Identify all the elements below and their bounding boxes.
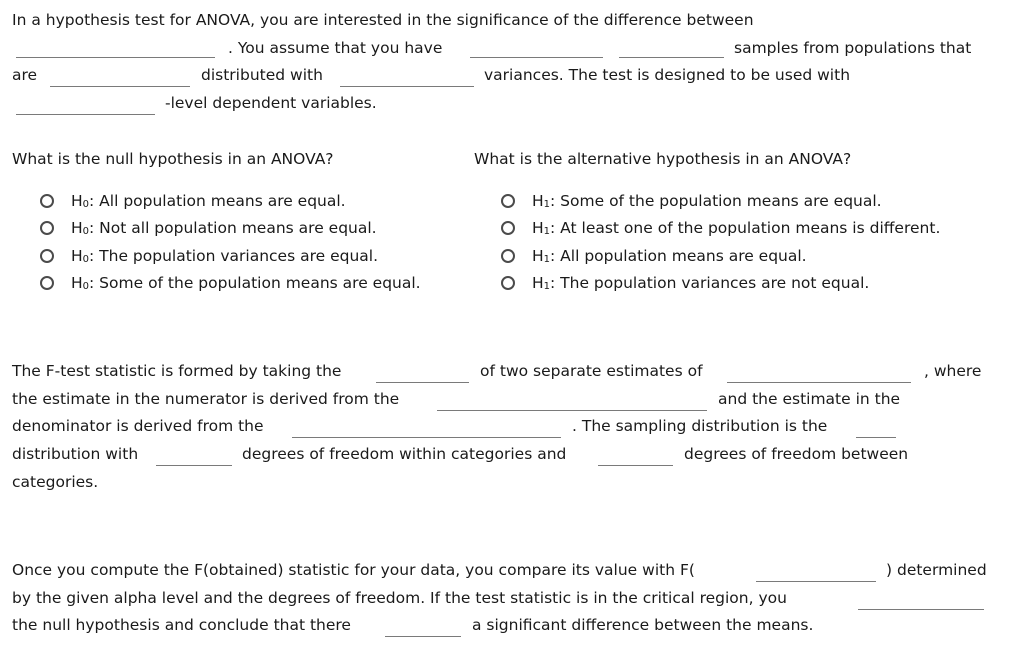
blank-sample-type[interactable] xyxy=(619,57,724,58)
alt-option-3[interactable] xyxy=(501,246,807,266)
option-text: : All population means are equal. xyxy=(550,247,807,265)
text-null-conclude: the null hypothesis and conclude that there xyxy=(12,616,351,634)
null-option-1[interactable] xyxy=(40,191,346,211)
blank-estimate-of[interactable] xyxy=(727,382,911,383)
blank-critical-f[interactable] xyxy=(756,581,876,582)
blank-is-is-not[interactable] xyxy=(385,636,461,637)
radio-circle-icon[interactable] xyxy=(40,276,54,290)
text-distribution-with: distribution with xyxy=(12,445,139,463)
option-text: : At least one of the population means is different. xyxy=(550,219,941,237)
blank-distribution-name[interactable] xyxy=(856,437,896,438)
blank-sample-count[interactable] xyxy=(470,57,603,58)
blank-distribution-shape[interactable] xyxy=(50,86,190,87)
radio-circle-icon[interactable] xyxy=(40,249,54,263)
h-symbol: H xyxy=(532,192,544,210)
blank-ratio[interactable] xyxy=(376,382,469,383)
null-option-2[interactable] xyxy=(40,218,377,238)
text-of-two: of two separate estimates of xyxy=(480,362,703,380)
text-level-dependent: -level dependent variables. xyxy=(165,94,377,112)
h-symbol: H xyxy=(532,274,544,292)
null-option-4[interactable] xyxy=(40,273,421,293)
h-symbol: H xyxy=(71,247,83,265)
h-subscript: 1 xyxy=(543,254,551,265)
null-hypothesis-prompt: What is the null hypothesis in an ANOVA? xyxy=(12,150,334,168)
radio-circle-icon[interactable] xyxy=(501,276,515,290)
radio-circle-icon[interactable] xyxy=(501,194,515,208)
text-between: degrees of freedom between xyxy=(684,445,909,463)
blank-measurement-level[interactable] xyxy=(16,114,155,115)
h-subscript: 1 xyxy=(543,199,551,210)
blank-df-between[interactable] xyxy=(598,465,673,466)
text-denominator: denominator is derived from the xyxy=(12,417,264,435)
h-subscript: 1 xyxy=(543,226,551,237)
h-symbol: H xyxy=(71,192,83,210)
radio-circle-icon[interactable] xyxy=(40,221,54,235)
h-subscript: 0 xyxy=(82,281,90,292)
text-where: , where xyxy=(924,362,982,380)
text-numerator: the estimate in the numerator is derived from the xyxy=(12,390,400,408)
blank-denominator-source[interactable] xyxy=(292,437,561,438)
option-text: : Some of the population means are equal. xyxy=(89,274,421,292)
text-formed-by: The F-test statistic is formed by taking the xyxy=(12,362,342,380)
h-symbol: H xyxy=(71,274,83,292)
text-you-assume: . You assume that you have xyxy=(228,39,443,57)
blank-numerator-source[interactable] xyxy=(437,410,707,411)
radio-circle-icon[interactable] xyxy=(501,249,515,263)
radio-circle-icon[interactable] xyxy=(40,194,54,208)
text-sampling: . The sampling distribution is the xyxy=(572,417,828,435)
text-within: degrees of freedom within categories and xyxy=(242,445,567,463)
text-alpha: by the given alpha level and the degrees of freedom. If the test statistic is in the critical region, you xyxy=(12,589,787,607)
option-text: : Some of the population means are equal. xyxy=(550,192,882,210)
radio-circle-icon[interactable] xyxy=(501,221,515,235)
text-significant: a significant difference between the means. xyxy=(472,616,814,634)
h-symbol: H xyxy=(71,219,83,237)
text-are: are xyxy=(12,66,38,84)
blank-decision[interactable] xyxy=(858,609,984,610)
alt-hypothesis-prompt: What is the alternative hypothesis in an ANOVA? xyxy=(474,150,852,168)
option-text: : Not all population means are equal. xyxy=(89,219,377,237)
option-text: : The population variances are equal. xyxy=(89,247,378,265)
blank-df-within[interactable] xyxy=(156,465,232,466)
text-samples-from: samples from populations that xyxy=(734,39,972,57)
text-once: Once you compute the F(obtained) statistic for your data, you compare its value with F( xyxy=(12,561,695,579)
text-variances: variances. The test is designed to be used with xyxy=(484,66,851,84)
h-subscript: 1 xyxy=(543,281,551,292)
text-and-estimate: and the estimate in the xyxy=(718,390,901,408)
h-symbol: H xyxy=(532,247,544,265)
text-determined: ) determined xyxy=(886,561,987,579)
blank-difference-between[interactable] xyxy=(16,57,215,58)
blank-variance-type[interactable] xyxy=(340,86,474,87)
h-subscript: 0 xyxy=(82,199,90,210)
option-text: : All population means are equal. xyxy=(89,192,346,210)
alt-option-4[interactable] xyxy=(501,273,869,293)
h-subscript: 0 xyxy=(82,226,90,237)
text-categories: categories. xyxy=(12,473,99,491)
option-text: : The population variances are not equal. xyxy=(550,274,870,292)
alt-option-2[interactable] xyxy=(501,218,940,238)
null-option-3[interactable] xyxy=(40,246,378,266)
h-subscript: 0 xyxy=(82,254,90,265)
text-distributed-with: distributed with xyxy=(201,66,323,84)
paragraph-1-line-1: In a hypothesis test for ANOVA, you are interested in the significance of the difference between xyxy=(12,11,754,29)
alt-option-1[interactable] xyxy=(501,191,882,211)
h-symbol: H xyxy=(532,219,544,237)
